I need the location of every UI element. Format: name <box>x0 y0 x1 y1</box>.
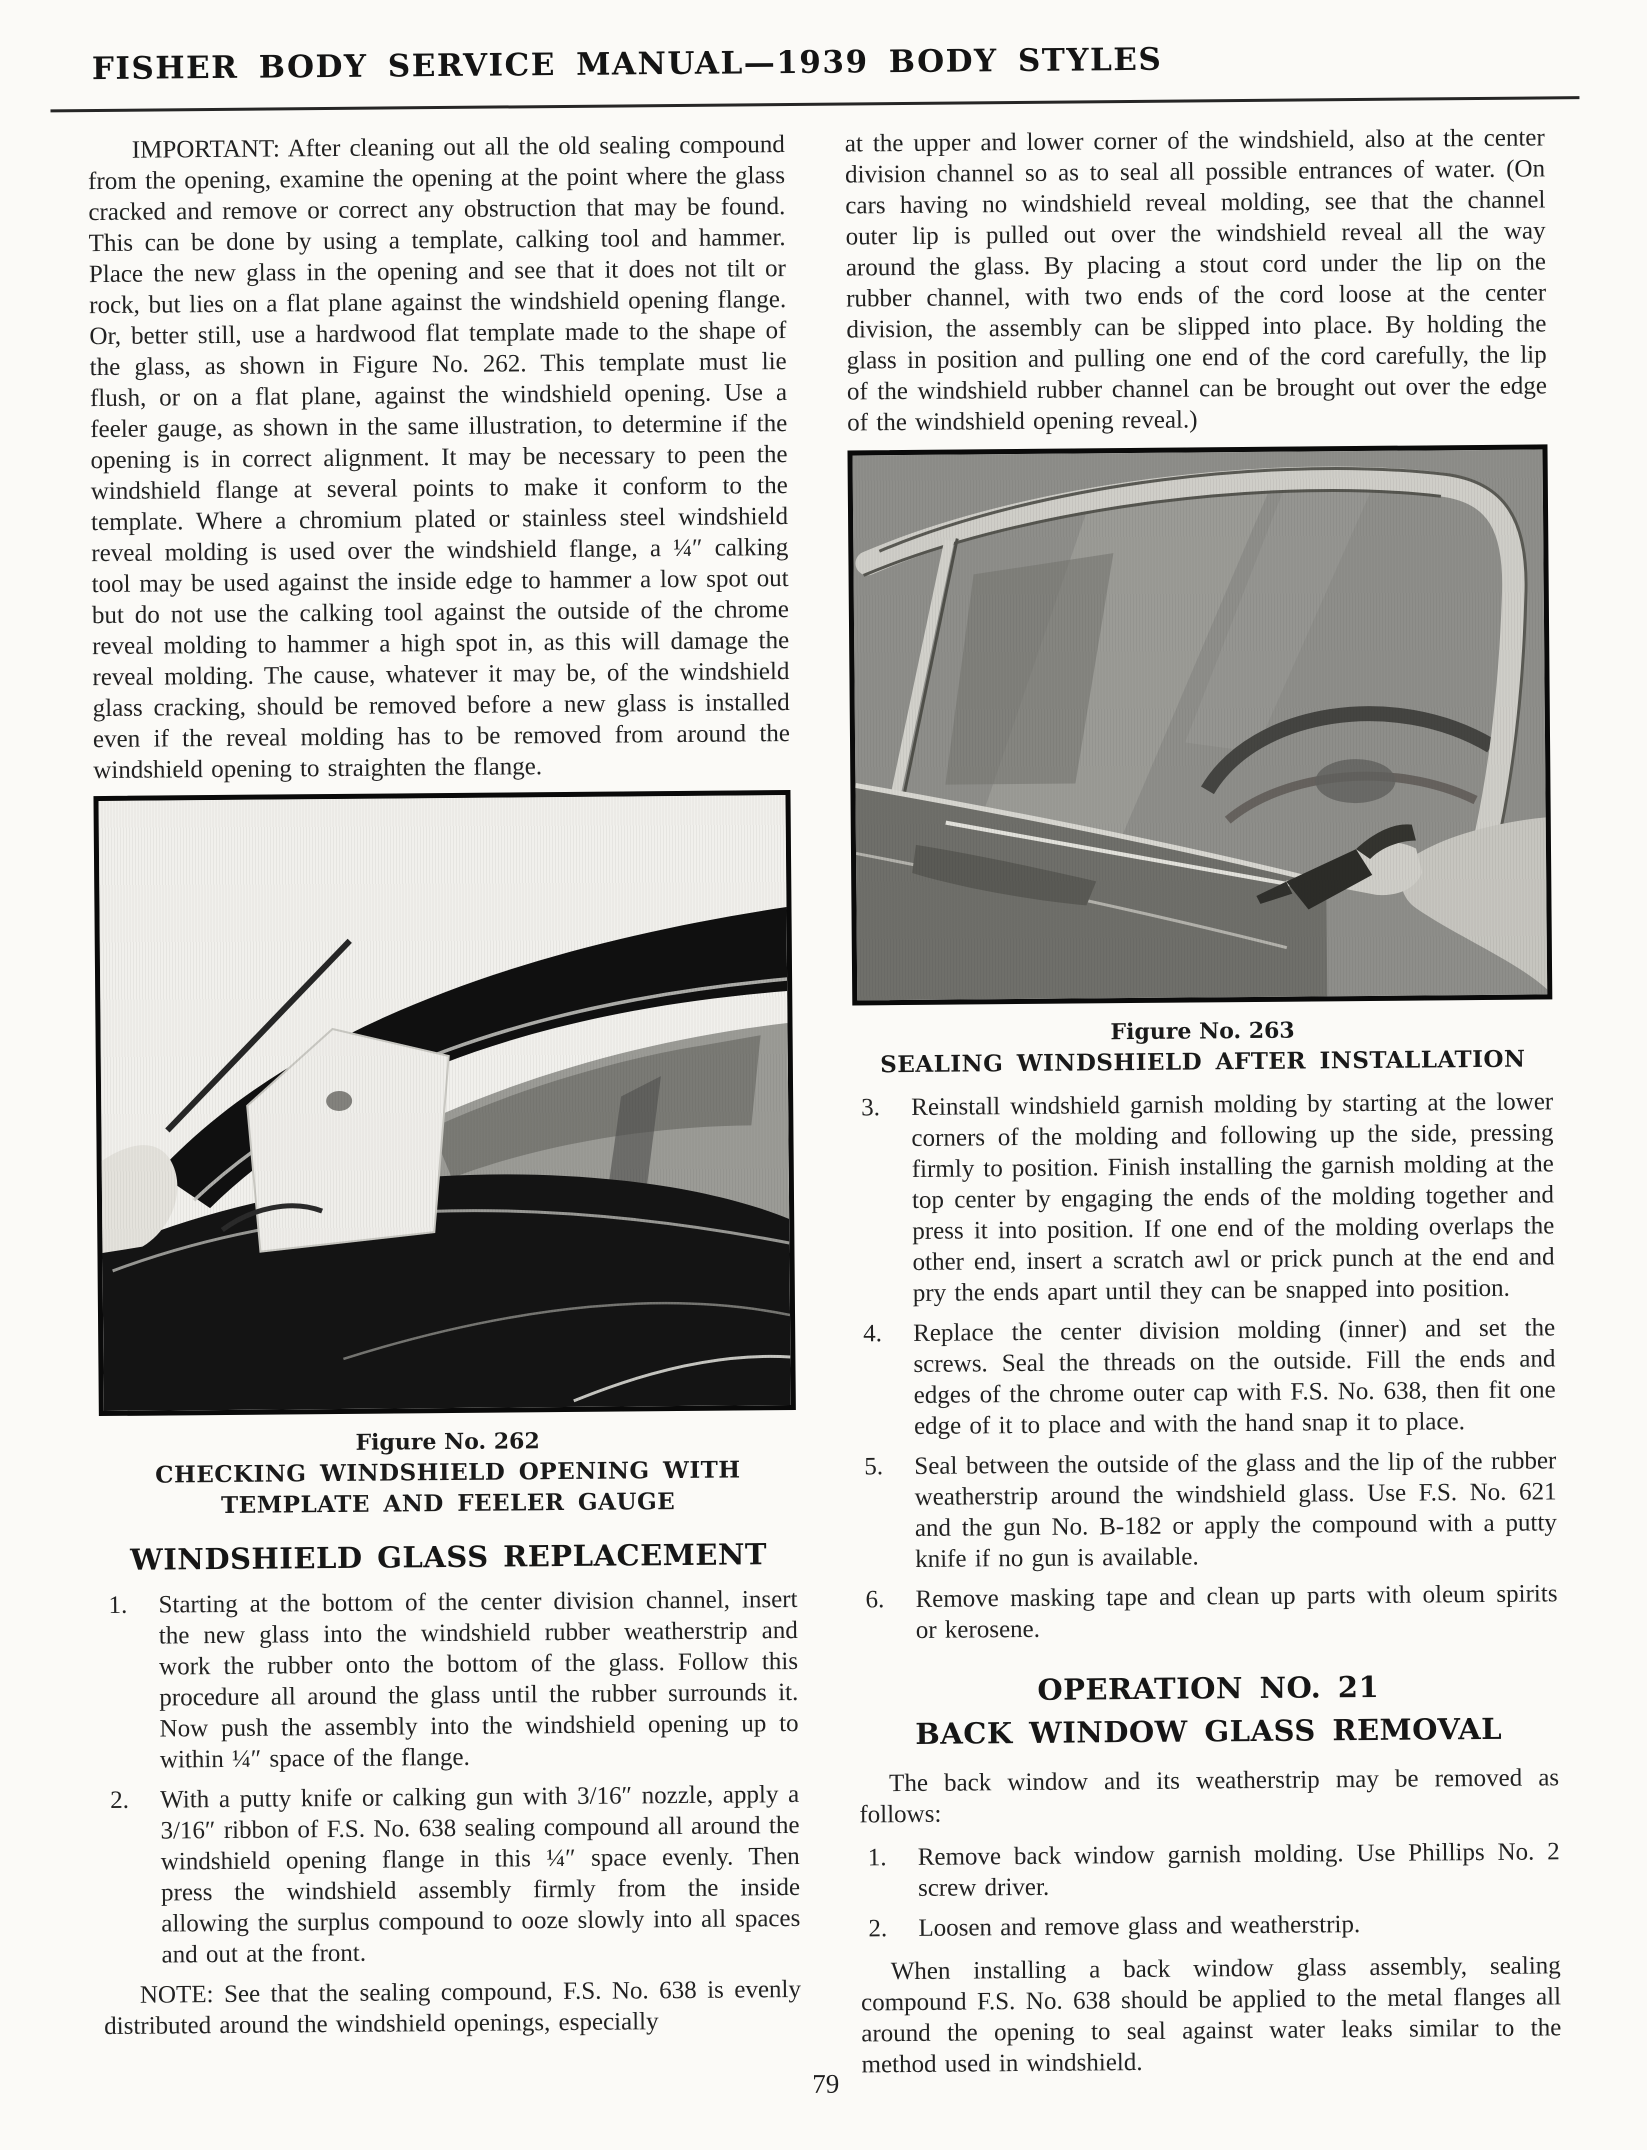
step-text: Reinstall windshield garnish molding by starting at the lower corners of the molding and following up the side, pressing firmly to position. Finish installing the garnish molding at the top center by engaging the ends of the molding together and press it into position. If one end of the molding overlaps the other end, insert a scratch awl or prick punch at the end and pry the ends apart until they can be snapped into position. <box>911 1088 1555 1307</box>
right-column <box>845 122 1562 2080</box>
step-item-1 <box>100 1584 799 1776</box>
page-header <box>87 42 1167 87</box>
step-number: 1. <box>108 1591 128 1619</box>
page-number: 79 <box>812 2068 840 2099</box>
figure-263-illustration <box>853 449 1548 1000</box>
note-paragraph: NOTE: See that the sealing compound, F.S. No. 638 is evenly distributed around the windshield openings, especially <box>104 1975 802 2041</box>
back-window-intro: The back window and its weatherstrip may be removed as follows: <box>859 1764 1560 1829</box>
figure-262-photo <box>93 790 795 1416</box>
step-item-4 <box>855 1312 1556 1442</box>
figure-263-label: Figure No. 263 <box>1110 1017 1295 1046</box>
windshield-sealing-steps <box>853 1086 1558 1646</box>
step-text: Remove back window garnish molding. Use Phillips No. 2 screw driver. <box>917 1838 1560 1902</box>
back-window-closing: When installing a back window glass assembly, sealing compound F.S. No. 638 should be applied to the metal flanges all around the opening to seal against water leaks similar to the method used in windshield. <box>860 1952 1562 2079</box>
section-heading-windshield-glass-replacement: WINDSHIELD GLASS REPLACEMENT <box>130 1537 768 1577</box>
figure-262-label: Figure No. 262 <box>355 1428 540 1456</box>
back-window-step-1 <box>860 1836 1561 1904</box>
back-window-step-2 <box>860 1907 1560 1944</box>
step-number: 2. <box>868 1915 888 1943</box>
figure-262-caption <box>99 1424 797 1522</box>
header-rule <box>50 96 1579 112</box>
step-text: Replace the center division molding (inner) and set the screws. Seal the threads on the outside. Fill the ends and edges of the chrome outer cap with F.S. No. 638, then fit one edge of it to place and with the hand snap it to place. <box>913 1314 1556 1440</box>
figure-262-caption-line2: TEMPLATE AND FEELER GAUGE <box>221 1488 676 1519</box>
operation-heading <box>858 1664 1559 1756</box>
step-item-6 <box>857 1578 1558 1646</box>
continuation-paragraph: at the upper and lower corner of the windshield, also at the center division channel so as to seal all possible entrances of water. (On cars having no windshield reveal molding, see that the channel outer lip is pulled out over the windshield reveal all the way around the glass. By placing a stout cord under the lip on the rubber channel, with two ends of the cord loose at the center division, the assembly can be slipped into place. By holding the glass in position and pulling one end of the cord carefully, the lip of the windshield rubber channel can be brought out over the edge of the windshield opening reveal.) <box>844 124 1548 437</box>
step-text: Remove masking tape and clean up parts with oleum spirits or kerosene. <box>915 1580 1558 1644</box>
step-item-3 <box>853 1086 1555 1309</box>
step-number: 5. <box>864 1453 884 1481</box>
step-number: 2. <box>110 1786 130 1814</box>
windshield-replacement-steps <box>100 1584 800 1971</box>
figure-262-illustration <box>99 795 791 1411</box>
back-window-steps <box>860 1836 1561 1944</box>
step-number: 3. <box>861 1094 881 1122</box>
important-paragraph: IMPORTANT: After cleaning out all the old sealing compound from the opening, examine the opening at the point where the glass cracked and remove or correct any obstruction that may be found. This can be done by using a template, calking tool and hammer. Place the new glass in the opening and see that it does not tilt or rock, but lies on a flat plane against the windshield opening flange. Or, better still, use a hardwood flat template made to the shape of the glass, as shown in Figure No. 262. This template must lie flush, or on a flat plane, against the windshield opening. Use a feeler gauge, as shown in the same illustration, to determine if the opening is in correct alignment. It may be necessary to peen the windshield flange at several points to make it conform to the template. Where a chromium plated or stainless steel windshield reveal molding is used over the windshield flange, a ¼″ calking tool may be used against the inside edge to hammer a low spot out but do not use the calking tool against the outside of the chrome reveal molding to hammer a high spot in, as this will damage the reveal molding. The cause, whatever it may be, of the windshield glass cracking, should be removed before a new glass is installed even if the reveal molding has to be removed from around the windshield opening to straighten the flange. <box>87 131 791 785</box>
step-text: Starting at the bottom of the center division channel, insert the new glass into the windshield rubber weatherstrip and work the rubber onto the bottom of the glass. Follow this procedure all around the glass until the rubber surrounds it. Now push the assembly into the windshield opening up to within ¼″ space of the flange. <box>158 1585 799 1774</box>
page-title: FISHER BODY SERVICE MANUAL—1939 BODY STYLES <box>91 41 1163 88</box>
step-text: Loosen and remove glass and weatherstrip. <box>918 1911 1361 1942</box>
step-number: 1. <box>867 1844 887 1872</box>
figure-262-caption-line1: CHECKING WINDSHIELD OPENING WITH <box>155 1456 741 1489</box>
step-item-5 <box>856 1445 1557 1575</box>
two-column-layout <box>88 122 1562 2087</box>
step-number: 6. <box>865 1586 885 1614</box>
step-number: 4. <box>863 1320 883 1348</box>
operation-title: BACK WINDOW GLASS REMOVAL <box>915 1711 1503 1751</box>
figure-263-photo <box>847 444 1552 1005</box>
left-column <box>88 129 802 2087</box>
step-text: Seal between the outside of the glass and the lip of the rubber weatherstrip around the windshield glass. Use F.S. No. 621 and the gun No. B-182 or apply the compound with a putty knife if no gun is available. <box>914 1447 1557 1573</box>
operation-number: OPERATION NO. 21 <box>1037 1669 1380 1707</box>
figure-263-caption-line1: SEALING WINDSHIELD AFTER INSTALLATION <box>880 1045 1526 1079</box>
step-item-2 <box>102 1779 801 1971</box>
figure-263-caption <box>852 1013 1553 1080</box>
step-text: With a putty knife or calking gun with 3/16″ nozzle, apply a 3/16″ ribbon of F.S. No. 638 sealing compound all around the windshield opening flange in this ¼″ space evenly. Then press the windshield assembly firmly from the inside allowing the surplus compound to ooze slowly into all spaces and out at the front. <box>160 1780 801 1969</box>
